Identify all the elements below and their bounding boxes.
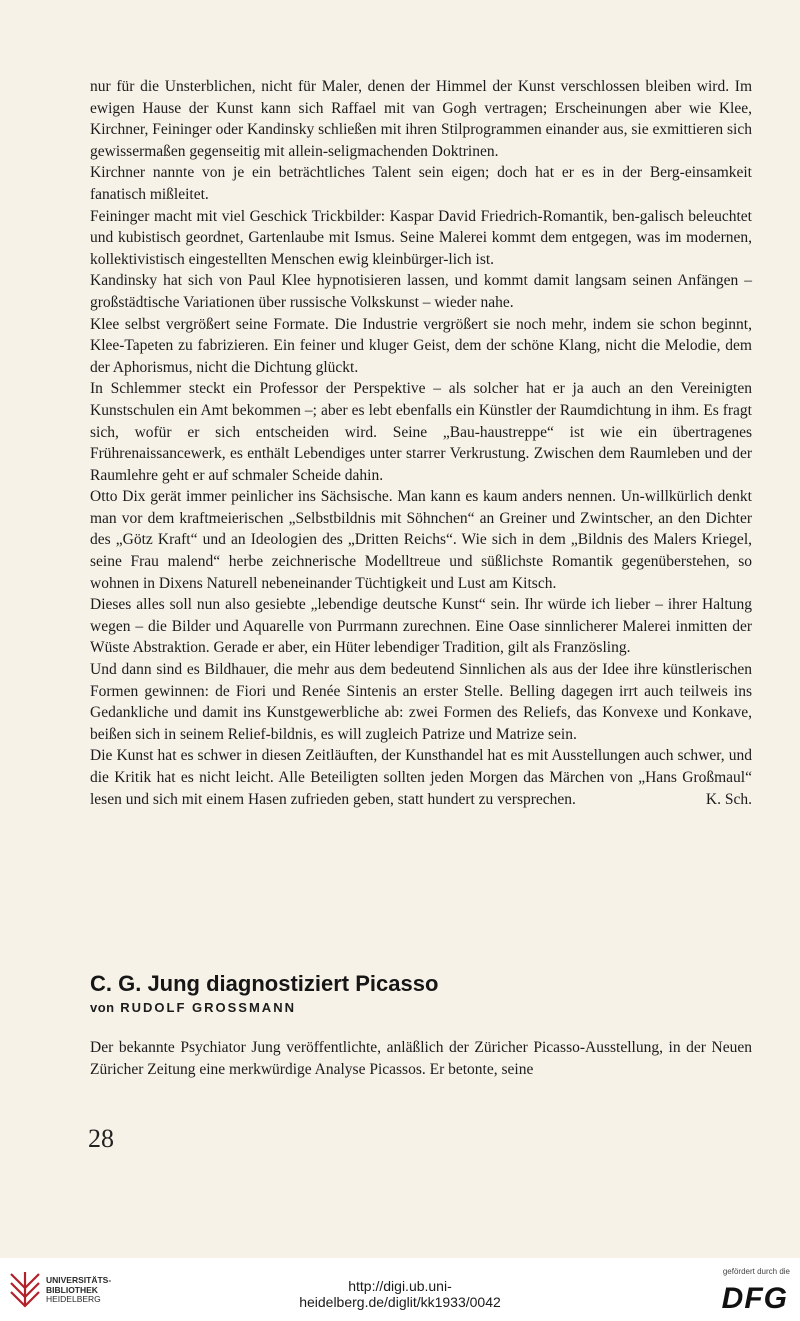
university-library-logo-icon: [8, 1270, 42, 1308]
permalink-url[interactable]: http://digi.ub.uni-heidelberg.de/diglit/kk1933/0042: [299, 1278, 501, 1310]
paragraph: Otto Dix gerät immer peinlicher ins Sächsische. Man kann es kaum anders nennen. Un-willkürlich denkt man vor dem kraftmeierischen „Selbstbildnis mit Söhnchen“ an Greiner und Zwintscher, an den Dichter des „Götz Kraft“ und an Ideologien des „Dritten Reichs“. Wie sich in dem „Bildnis des Malers Kriegel, seine Frau malend“ herbe zeichnerische Modelltreue und süßlichste Romantik gegenüberstehen, so wohnen in Dixens Naturell nebeneinander Tüchtigkeit und Lust am Kitsch.: [90, 488, 752, 592]
footer: [0, 1258, 800, 1321]
article-text: Der bekannte Psychiator Jung veröffentlichte, anläßlich der Züricher Picasso-Ausstellung, in der Neuen Züricher Zeitung eine merkwürdige Analyse Picassos. Er betonte, seine: [90, 1039, 752, 1078]
library-name: [46, 1276, 111, 1305]
paragraph: Und dann sind es Bildhauer, die mehr aus dem bedeutend Sinnlichen als aus der Idee ihre künstlerischen Formen gewinnen: de Fiori und Renée Sintenis an erster Stelle. Belling dagegen irrt auch teilweis ins Gedankliche und damit ins Kunstgewerbliche ab: zwei Formen des Reliefs, das Konvexe und Konkave, beißen sich in seinem Relief-bildnis, es will zugleich Patrize und Matrize sein.: [90, 661, 752, 743]
article: [90, 970, 752, 1080]
paragraph: Dieses alles soll nun also gesiebte „lebendige deutsche Kunst“ sein. Ihr würde ich lieber – ihrer Haltung wegen – die Bilder und Aquarelle von Purrmann zurechnen. Eine Oase sinnlicherer Malerei inmitten der Wüste Abstraktion. Gerade er aber, ein Hüter lebendiger Tradition, gilt als Französling.: [90, 596, 752, 657]
funding-note: gefördert durch die: [722, 1267, 790, 1276]
library-line: BIBLIOTHEK: [46, 1284, 98, 1295]
closing-paragraph: [90, 745, 752, 810]
dfg-logo: DFG: [721, 1282, 788, 1315]
paragraph: Klee selbst vergrößert seine Formate. Die Industrie vergrößert sie noch mehr, indem sie schon beginnt, Klee-Tapeten zu fabrizieren. Ein feiner und kluger Geist, dem der schöne Klang, nicht die Melodie, dem der Aphorismus, nicht die Dichtung glückt.: [90, 315, 752, 376]
article-title: C. G. Jung diagnostiziert Picasso: [90, 971, 439, 996]
paragraph: Feininger macht mit viel Geschick Trickbilder: Kaspar David Friedrich-Romantik, ben-galisch beleuchtet und kubistisch geordnet, Gartenlaube mit Ismus. Seine Malerei kommt dem entgegen, was im modernen, kollektivistisch eingestellten Menschen ewig kleinbürger-lich ist.: [90, 207, 752, 268]
byline-prefix: von: [90, 1000, 115, 1015]
closing-text: Die Kunst hat es schwer in diesen Zeitläuften, der Kunsthandel hat es mit Ausstellungen auch schwer, und die Kritik hat es nicht leicht. Alle Beteiligten sollten jeden Morgen das Märchen von „Hans Großmaul“ lesen und sich mit einem Hasen zufrieden geben, statt hundert zu versprechen.: [90, 747, 752, 808]
review-text: [90, 76, 752, 810]
library-line: UNIVERSITÄTS-: [46, 1275, 112, 1285]
article-byline: [90, 1000, 752, 1015]
paragraph: Kirchner nannte von je ein beträchtliches Talent sein eigen; doch hat er es in der Berg-einsamkeit fanatisch mißleitet.: [90, 164, 752, 203]
library-line: HEIDELBERG: [46, 1294, 101, 1304]
author-name: RUDOLF GROSSMANN: [120, 1000, 296, 1015]
page-number: 28: [88, 1124, 114, 1153]
paragraph: In Schlemmer steckt ein Professor der Perspektive – als solcher hat er ja auch an den Vereinigten Kunstschulen ein Amt bekommen –; aber es lebt ebenfalls ein Künstler der Raumdichtung in ihm. Es fragt sich, wofür er sich entscheiden wird. Seine „Bau-haustreppe“ ist wie ein übertragenes Frührenaissancewerk, es enthält Lebendiges unter starrer Verkrustung. Zwischen dem Raumleben und der Raumlehre geht er auf schmaler Scheide dahin.: [90, 380, 752, 484]
paragraph: Kandinsky hat sich von Paul Klee hypnotisieren lassen, und kommt damit langsam seinen Anfängen – großstädtische Variationen über russische Volkskunst – wieder nahe.: [90, 272, 752, 311]
paragraph: nur für die Unsterblichen, nicht für Maler, denen der Himmel der Kunst verschlossen bleiben wird. Im ewigen Hause der Kunst kann sich Raffael mit van Gogh vertragen; Erscheinungen aber wie Klee, Kirchner, Feininger oder Kandinsky schließen mit ihren Stilprogrammen einander aus, sie exmittieren sich gewissermaßen gegenseitig mit allein-seligmachenden Doktrinen.: [90, 78, 752, 160]
signature: K. Sch.: [705, 790, 752, 808]
